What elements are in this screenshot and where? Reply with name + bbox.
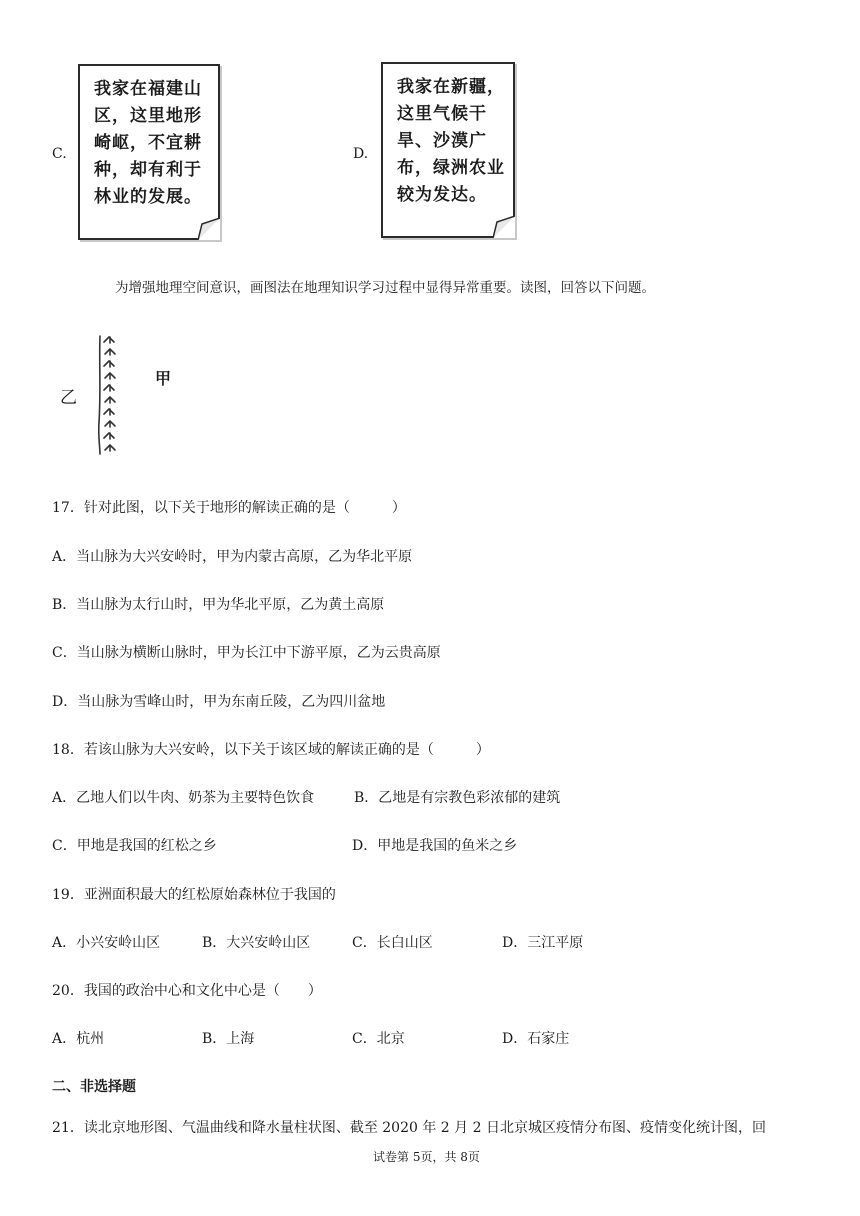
intro-text: 为增强地理空间意识，画图法在地理知识学习过程中显得异常重要。读图，回答以下问题。 (115, 280, 655, 296)
note-card-d (381, 62, 515, 238)
question-19-option-b[interactable]: B．大兴安岭山区 (202, 935, 311, 951)
question-19-option-a[interactable]: A．小兴安岭山区 (52, 935, 161, 951)
question-21-stem: 21．读北京地形图、气温曲线和降水量柱状图、截至 2020 年 2 月 2 日北京城区疫情分布图、疫情变化统计图，回 (52, 1120, 766, 1136)
option-d-letter: D. (353, 146, 369, 162)
question-19-option-d[interactable]: D．三江平原 (502, 935, 584, 951)
question-17-stem: 17．针对此图，以下关于地形的解读正确的是（ ） (52, 500, 406, 516)
question-17-option-d[interactable]: D．当山脉为雪峰山时，甲为东南丘陵，乙为四川盆地 (52, 694, 386, 710)
note-card-c (78, 64, 220, 240)
figure-right-label: 甲 (155, 369, 172, 388)
note-card-c-text: 我家在福建山 区，这里地形 崎岖，不宜耕 种，却有利于 林业的发展。 (94, 79, 202, 207)
question-17-option-c[interactable]: C．当山脉为横断山脉时，甲为长江中下游平原，乙为云贵高原 (52, 645, 441, 661)
question-18-stem: 18．若该山脉为大兴安岭，以下关于该区域的解读正确的是（ ） (52, 742, 490, 758)
page-curl-icon (198, 218, 220, 240)
note-card-d-text: 我家在新疆， 这里气候干 旱、沙漠广 布，绿洲农业 较为发达。 (397, 77, 505, 205)
page-curl-icon (493, 216, 515, 238)
question-20-stem: 20．我国的政治中心和文化中心是（ ） (52, 983, 322, 999)
question-20-option-c[interactable]: C．北京 (352, 1031, 405, 1047)
page-footer: 试卷第 5页，共 8页 (373, 1150, 480, 1164)
option-c-letter: C. (52, 146, 67, 162)
question-18-option-c[interactable]: C．甲地是我国的红松之乡 (52, 838, 217, 854)
question-17-option-a[interactable]: A．当山脉为大兴安岭时，甲为内蒙古高原，乙为华北平原 (52, 549, 413, 565)
question-18-option-a[interactable]: A．乙地人们以牛肉、奶茶为主要特色饮食 (52, 790, 315, 806)
question-18-option-d[interactable]: D．甲地是我国的鱼米之乡 (352, 838, 518, 854)
question-17-option-b[interactable]: B．当山脉为太行山时，甲为华北平原，乙为黄土高原 (52, 597, 385, 613)
question-18-option-b[interactable]: B．乙地是有宗教色彩浓郁的建筑 (354, 790, 561, 806)
question-19-option-c[interactable]: C．长白山区 (352, 935, 433, 951)
question-19-stem: 19．亚洲面积最大的红松原始森林位于我国的 (52, 887, 336, 903)
section-title: 二、非选择题 (52, 1079, 136, 1095)
figure-left-label: 乙 (60, 388, 77, 408)
mountain-range-icon (96, 332, 126, 457)
question-20-option-b[interactable]: B．上海 (202, 1031, 255, 1047)
question-20-option-a[interactable]: A．杭州 (52, 1031, 105, 1047)
question-20-option-d[interactable]: D．石家庄 (502, 1031, 570, 1047)
